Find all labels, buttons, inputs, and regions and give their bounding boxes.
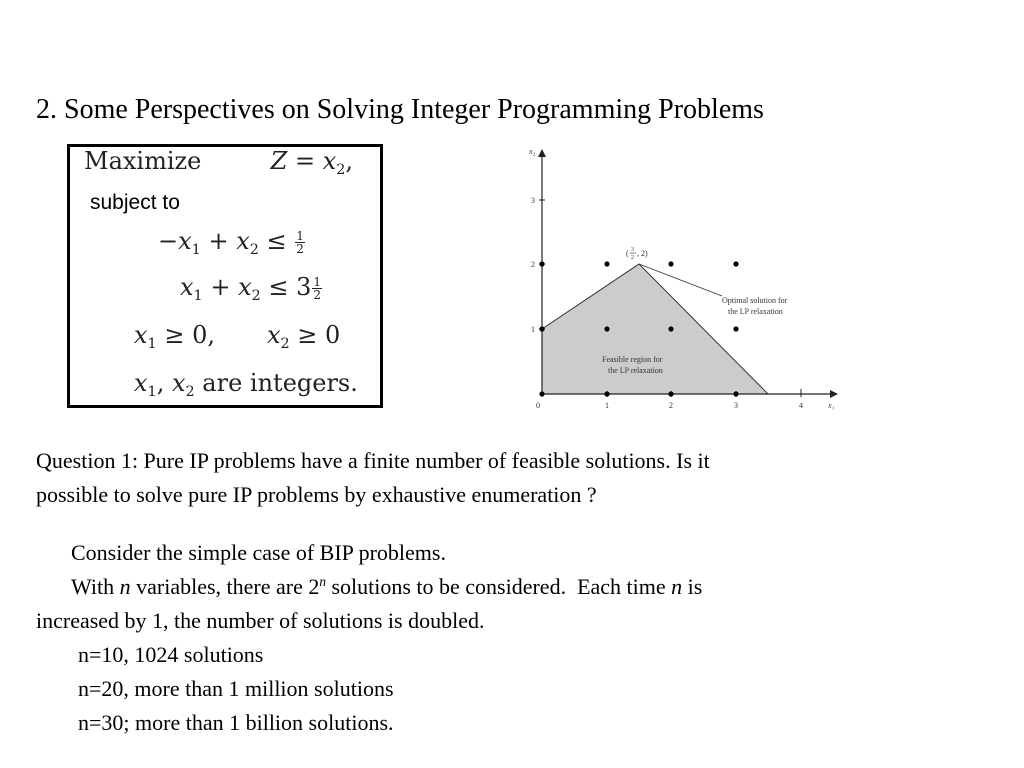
y-axis-label: x₂ [529, 147, 536, 156]
text: is [682, 574, 703, 599]
body-line-2 [36, 570, 702, 604]
relation: ≥ 0 [289, 321, 341, 349]
var-n: n [119, 574, 131, 599]
lattice-point [604, 261, 609, 266]
x-axis-label: x₁ [828, 401, 835, 410]
x-tick-label-4: 4 [799, 401, 803, 410]
optimal-label-den: 2 [631, 255, 634, 261]
x-tick-label-0: 0 [536, 401, 540, 410]
objective-lhs: Z [270, 147, 288, 175]
minus-sign: − [158, 227, 179, 255]
comma: , [156, 369, 172, 397]
var-x2: x [171, 369, 186, 397]
question-1-line-1: Question 1: Pure IP problems have a finite number of feasible solutions. Is it [36, 448, 710, 473]
optimal-annotation-line1: Optimal solution for [722, 296, 788, 305]
var-x1: x [178, 227, 192, 255]
relation: ≤ [258, 227, 295, 255]
lattice-point [604, 326, 609, 331]
question-1 [36, 444, 710, 512]
objective-sub: 2 [336, 162, 346, 179]
lattice-point [668, 261, 673, 266]
text: With [71, 574, 120, 599]
lattice-point [733, 391, 738, 396]
y-tick-label-1: 1 [531, 325, 535, 334]
var-x1: x [134, 321, 148, 349]
bip-explanation [36, 536, 702, 740]
objective-eq: = [287, 147, 323, 175]
integers-text: are integers. [194, 369, 358, 397]
objective-var: x [322, 147, 337, 175]
fraction-half [312, 276, 322, 301]
var-x2: x [266, 321, 281, 349]
lattice-point [539, 391, 544, 396]
body-line-3: increased by 1, the number of solutions is doubled. [36, 608, 485, 633]
x-tick-label-2: 2 [669, 401, 673, 410]
var-n: n [671, 574, 683, 599]
optimal-label-open: ( [626, 249, 629, 258]
region-annotation-line2: the LP relaxation [608, 366, 663, 375]
optimal-label-num: 3 [631, 247, 634, 253]
lattice-point [733, 326, 738, 331]
constraint-4 [134, 369, 358, 401]
feasible-region-graph [520, 140, 860, 420]
constraint-1 [158, 227, 305, 259]
fraction-den: 2 [313, 288, 322, 302]
sub-2: 2 [251, 288, 261, 305]
lattice-point [668, 326, 673, 331]
sub-1: 1 [147, 336, 157, 353]
body-line-4: n=10, 1024 solutions [78, 642, 264, 667]
constraint-3 [134, 321, 341, 353]
plus-sign: + [200, 227, 237, 255]
fraction-den: 2 [296, 242, 304, 256]
var-x1: x [134, 369, 148, 397]
text: solutions to be considered. Each time [325, 574, 672, 599]
subject-to-label: subject to [90, 191, 180, 214]
var-x2: x [238, 273, 252, 301]
body-line-5: n=20, more than 1 million solutions [78, 676, 394, 701]
sub-2: 2 [280, 336, 290, 353]
fraction-half [295, 230, 305, 255]
fraction-num: 1 [313, 275, 322, 289]
maximize-label: Maximize [84, 147, 202, 175]
y-tick-label-2: 2 [531, 260, 535, 269]
sub-1: 1 [147, 384, 157, 401]
x-tick-label-1: 1 [605, 401, 609, 410]
lattice-point [539, 261, 544, 266]
x-tick-label-3: 3 [734, 401, 738, 410]
y-tick-label-3: 3 [531, 196, 535, 205]
question-1-line-2: possible to solve pure IP problems by exhaustive enumeration ? [36, 482, 597, 507]
lattice-point [668, 391, 673, 396]
exponent-n: n [319, 574, 326, 590]
text: variables, there are 2 [130, 574, 320, 599]
ip-model-box [67, 144, 383, 408]
objective-tail: , [345, 147, 354, 175]
plus-sign: + [202, 273, 239, 301]
y-axis-arrow [538, 149, 546, 157]
sub-1: 1 [191, 242, 201, 259]
slide-title: 2. Some Perspectives on Solving Integer Programming Problems [36, 94, 764, 125]
objective-row [84, 147, 354, 179]
body-line-6: n=30; more than 1 billion solutions. [78, 710, 394, 735]
lattice-point [539, 326, 544, 331]
lattice-point [604, 391, 609, 396]
sub-2: 2 [185, 384, 195, 401]
var-x2: x [236, 227, 250, 255]
relation: ≤ 3 [260, 273, 312, 301]
lattice-point [733, 261, 738, 266]
sub-1: 1 [193, 288, 203, 305]
optimal-annotation-line2: the LP relaxation [728, 307, 783, 316]
optimal-label-tail: , 2) [637, 249, 648, 258]
constraint-2 [180, 273, 322, 305]
var-x1: x [180, 273, 194, 301]
fraction-num: 1 [296, 229, 304, 243]
relation: ≥ 0, [156, 321, 215, 349]
sub-2: 2 [249, 242, 259, 259]
region-annotation-line1: Feasible region for [602, 355, 663, 364]
body-line-1: Consider the simple case of BIP problems. [71, 540, 446, 565]
x-axis-arrow [830, 390, 838, 398]
